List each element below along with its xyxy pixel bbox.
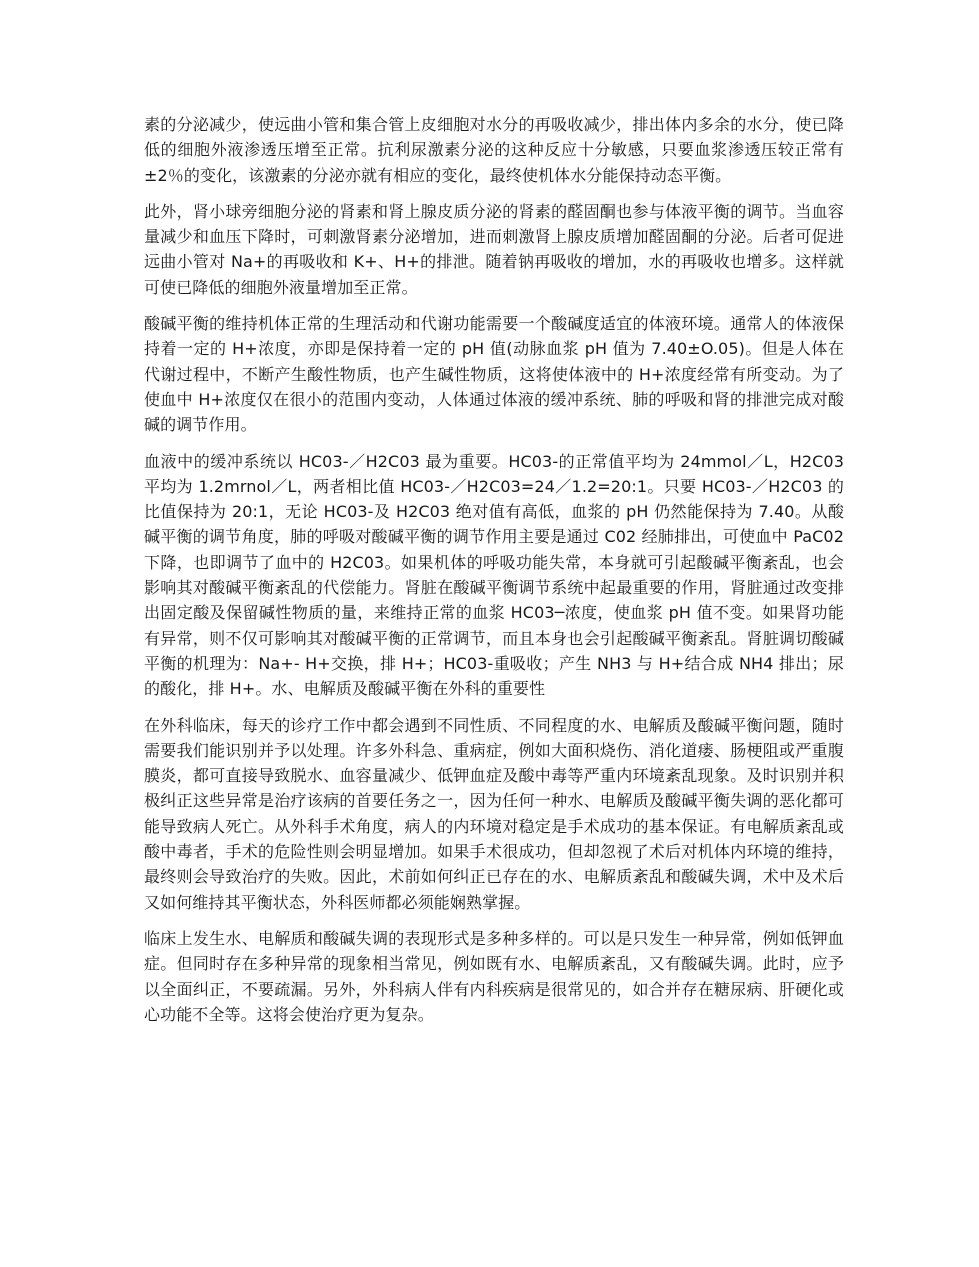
paragraph-buffer-system: 血液中的缓冲系统以 HC03-／H2C03 最为重要。HC03-的正常值平均为 24mmol／L，H2C03 平均为 1.2mrnol／L，两者相比值 HC03-／H2C03=24／1.2=20:1。只要 HC03-／H2C03 的比值保持为 20:1，无论 HC03-及 H2C03 绝对值有高低，血浆的 pH 仍然能保持为 7.40。从酸碱平衡的调节角度，肺的呼吸对酸碱平衡的调节作用主要是通过 C02 经肺排出，可使血中 PaC02 下降，也即调节了血中的 H2C03。如果机体的呼吸功能失常，本身就可引起酸碱平衡紊乱，也会影响其对酸碱平衡紊乱的代偿能力。肾脏在酸碱平衡调节系统中起最重要的作用，肾脏通过改变排出固定酸及保留碱性物质的量，来维持正常的血浆 HC03─浓度，使血浆 pH 值不变。如果肾功能有异常，则不仅可影响其对酸碱平衡的正常调节，而且本身也会引起酸碱平衡紊乱。肾脏调切酸碱平衡的机理为：Na+- H+交换，排 H+；HC03-重吸收；产生 NH3 与 H+结合成 NH4 排出；尿的酸化，排 H+。水、电解质及酸碱平衡在外科的重要性 [144, 451, 844, 699]
paragraph-surgical-clinic: 在外科临床，每天的诊疗工作中都会遇到不同性质、不同程度的水、电解质及酸碱平衡问题，随时需要我们能识别并予以处理。许多外科急、重病症，例如大面积烧伤、消化道瘘、肠梗阻或严重腹膜炎，都可直接导致脱水、血容量减少、低钾血症及酸中毒等严重内环境紊乱现象。及时识别并积极纠正这些异常是治疗该病的首要任务之一，因为任何一种水、电解质及酸碱平衡失调的恶化都可能导致病人死亡。从外科手术角度，病人的内环境对稳定是手术成功的基本保证。有电解质紊乱或酸中毒者，手术的危险性则会明显增加。如果手术很成功，但却忽视了术后对机体内环境的维持，最终则会导致治疗的失败。因此，术前如何纠正已存在的水、电解质紊乱和酸碱失调，术中及术后又如何维持其平衡状态，外科医师都必须能娴熟掌握。 [144, 715, 844, 912]
document-page [144, 112, 844, 1038]
paragraph-acid-base-balance: 酸碱平衡的维持机体正常的生理活动和代谢功能需要一个酸碱度适宜的体液环境。通常人的体液保持着一定的 H+浓度，亦即是保持着一定的 pH 值(动脉血浆 pH 值为 7.40±O.05)。但是人体在代谢过程中，不断产生酸性物质，也产生碱性物质，这将使体液中的 H+浓度经常有所变动。为了使血中 H+浓度仅在很小的范围内变动，人体通过体液的缓冲系统、肺的呼吸和肾的排泄完成对酸碱的调节作用。 [144, 314, 844, 435]
paragraph-clinical-manifestations: 临床上发生水、电解质和酸碱失调的表现形式是多种多样的。可以是只发生一种异常，例如低钾血症。但同时存在多种异常的现象相当常见，例如既有水、电解质紊乱，又有酸碱失调。此时，应予以全面纠正，不要疏漏。另外，外科病人伴有内科疾病是很常见的，如合并存在糖尿病、肝硬化或心功能不全等。这将会使治疗更为复杂。 [144, 928, 844, 1024]
paragraph-renin-aldosterone: 此外，肾小球旁细胞分泌的肾素和肾上腺皮质分泌的肾素的醛固酮也参与体液平衡的调节。当血容量减少和血压下降时，可刺激肾素分泌增加，进而刺激肾上腺皮质增加醛固酮的分泌。后者可促进远曲小管对 Na+的再吸收和 K+、H+的排泄。随着钠再吸收的增加，水的再吸收也增多。这样就可使已降低的细胞外液量增加至正常。 [144, 201, 844, 297]
paragraph-adh-regulation: 素的分泌减少，使远曲小管和集合管上皮细胞对水分的再吸收减少，排出体内多余的水分，使已降低的细胞外液渗透压增至正常。抗利尿激素分泌的这种反应十分敏感，只要血浆渗透压较正常有±2％的变化，该激素的分泌亦就有相应的变化，最终使机体水分能保持动态平衡。 [144, 115, 844, 185]
